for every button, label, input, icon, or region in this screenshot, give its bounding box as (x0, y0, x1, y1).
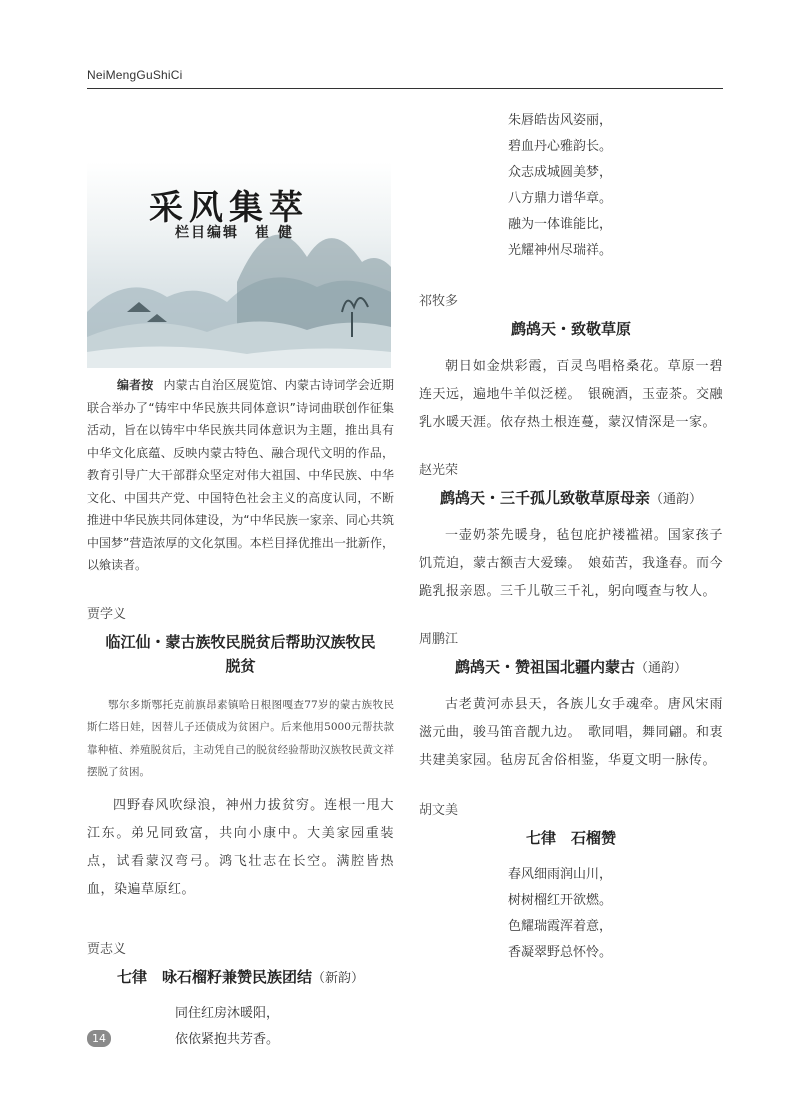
rhyme-tag: （新韵） (312, 970, 365, 986)
poem-title-text: 七律 石榴赞 (525, 829, 616, 847)
header-rule (87, 88, 723, 89)
page-number: 14 (87, 1030, 111, 1047)
verse-line: 碧血丹心雅韵长。 (508, 139, 613, 154)
editor-note-lead: 编者按 (117, 378, 154, 392)
poem-body: 四野春风吹绿浪，神州力拔贫穷。连根一甩大江东。弟兄同致富，共向小康中。大美家园重装点，试看蒙汉弯弓。鸿飞壮志在长空。满腔皆热血，染遍草原红。 (87, 797, 394, 897)
editor-label: 栏目编辑 (175, 225, 239, 241)
running-header: NeiMengGuShiCi (87, 68, 183, 82)
continued-verses (419, 108, 723, 264)
work-hu-wenmei (419, 799, 723, 966)
verse-line: 依依紧抱共芳香。 (175, 1031, 280, 1047)
editor-note (87, 374, 394, 577)
banner-title: 采风集萃 (149, 188, 309, 228)
verse-line: 朱唇皓齿风姿丽， (508, 113, 613, 128)
poem-title-text: 鹧鸪天・致敬草原 (510, 320, 631, 338)
rhyme-tag: （通韵） (650, 492, 703, 507)
poem-title (419, 317, 723, 343)
work-jia-xueyi (87, 603, 394, 904)
poem-title (87, 965, 394, 991)
verse-line: 众志成城圆美梦， (508, 165, 613, 180)
author-name: 赵光荣 (419, 463, 459, 478)
verse-line: 融为一体谁能比， (508, 217, 613, 232)
poem-title (419, 826, 723, 852)
verse-line: 春风细雨润山川， (508, 867, 613, 882)
poem-body: 古老黄河赤县天，各族儿女手魂牵。唐风宋雨滋元曲，骏马笛音靓九边。 歌同唱，舞同翩。和衷共建美家园。毡房瓦舍俗相鉴，华夏文明一脉传。 (419, 697, 724, 768)
verse-line: 树树榴红开欲燃。 (508, 893, 613, 908)
left-column (87, 98, 394, 1053)
poem-body: 一壶奶茶先暖身，毡包庇护褛褴裙。国家孩子饥荒迫，蒙古额吉大爱臻。 娘茹苦，我逢春。而今跪乳报亲恩。三千儿敬三千礼，躬向嘎查与牧人。 (419, 528, 724, 599)
rhyme-tag: （通韵） (635, 661, 688, 676)
column-banner (87, 162, 391, 368)
author-name: 贾志义 (87, 941, 127, 957)
author-name: 贾学义 (87, 606, 127, 622)
verse-line: 色耀瑞霞浑着意， (508, 919, 613, 934)
right-column (419, 98, 723, 966)
poem-title-line-1: 临江仙・蒙古族牧民脱贫后帮助汉族牧民 (105, 632, 376, 651)
poem-preface-note: 鄂尔多斯鄂托克前旗昂素镇哈日根图嘎查77岁的蒙古族牧民斯仁塔日娃，因替儿子还债成为贫困户。后来他用5000元帮扶款靠种植、养殖脱贫后，主动凭自己的脱贫经验帮助汉族牧民黄文祥摆脱了贫困。 (87, 698, 394, 778)
poem-body: 朝日如金烘彩霞，百灵鸟唱格桑花。草原一碧连天远，遍地牛羊似泛槎。 银碗酒，玉壶茶。交融乳水暖天涯。依存热土根连蔓，蒙汉情深是一家。 (419, 359, 724, 430)
poem-title (419, 655, 723, 681)
poem-title-text: 七律 咏石榴籽兼赞民族团结 (116, 967, 312, 986)
work-zhou-pengjiang (419, 628, 723, 775)
verse-line: 光耀神州尽瑞祥。 (508, 243, 613, 258)
poem-title-line-2: 脱贫 (225, 656, 256, 675)
verse-line: 香凝翠野总怀怜。 (508, 945, 613, 960)
poem-title-text: 鹧鸪天・赞祖国北疆内蒙古 (454, 658, 635, 676)
work-qi-muduo (419, 290, 723, 437)
work-jia-zhiyi (87, 938, 394, 1053)
work-zhao-guangrong (419, 459, 723, 606)
verse-line: 同住红房沐暖阳， (175, 1005, 280, 1021)
editor-name: 崔 健 (255, 225, 294, 241)
editor-note-text: 内蒙古自治区展览馆、内蒙古诗词学会近期联合举办了“铸牢中华民族共同体意识”诗词曲联创作征集活动，旨在以铸牢中华民族共同体意识为主题，推出具有中华文化底蕴、反映内蒙古特色、融合现代文明的作品，教育引导广大干部群众坚定对伟大祖国、中华民族、中华文化、中国共产党、中国特色社会主义的高度认同，不断推进中华民族共同体建设，为“中华民族一家亲、同心共筑中国梦”营造浓厚的文化氛围。本栏目择优推出一批新作，以飨读者。 (87, 378, 394, 572)
verse-line: 八方鼎力谱华章。 (508, 191, 613, 206)
author-name: 祁牧多 (419, 294, 459, 309)
poem-title-text: 鹧鸪天・三千孤儿致敬草原母亲 (439, 489, 650, 507)
poem-title (419, 486, 723, 512)
banner-editor (175, 222, 294, 242)
author-name: 胡文美 (419, 803, 459, 818)
author-name: 周鹏江 (419, 632, 459, 647)
